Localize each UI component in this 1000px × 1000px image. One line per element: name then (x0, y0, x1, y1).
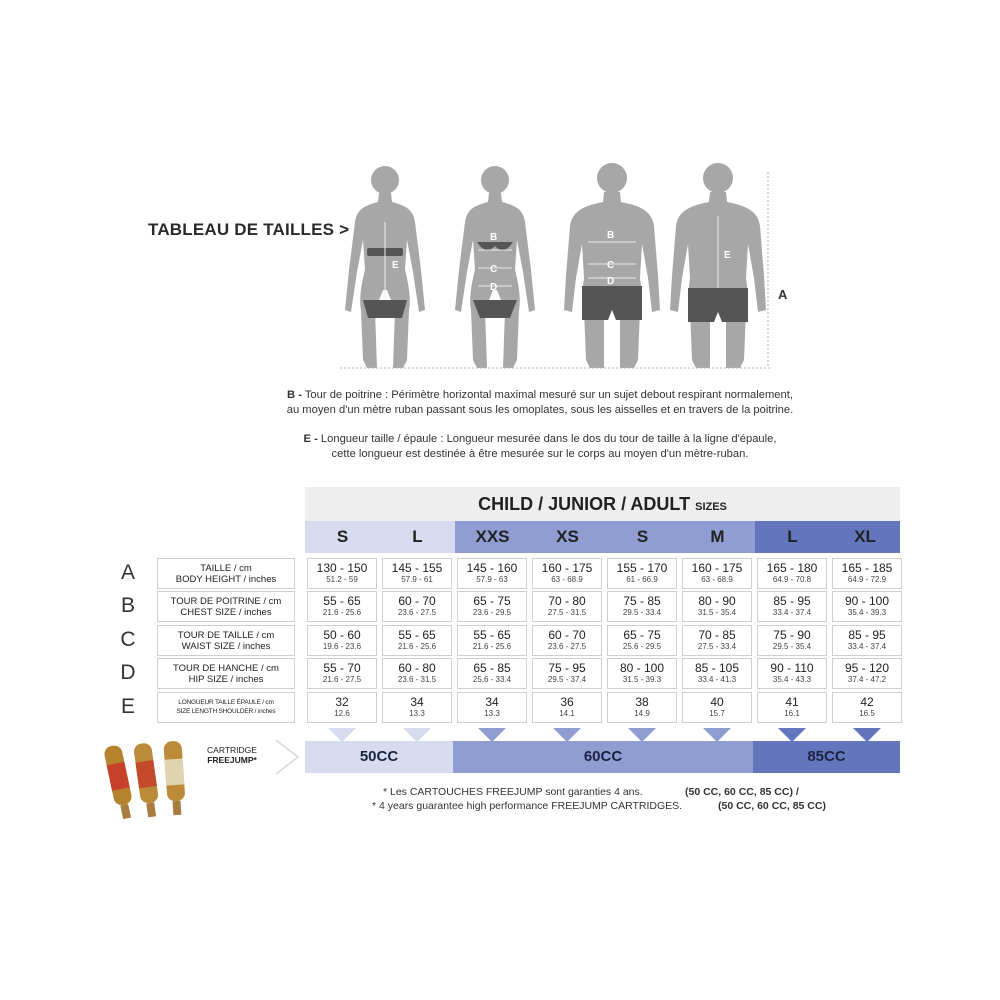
cartridge-band-60cc: 60CC (453, 741, 753, 773)
cell-inch-value: 31.5 - 39.3 (622, 675, 662, 684)
cell-inch-value: 64.9 - 72.9 (847, 575, 887, 584)
cartridge-label-line1: CARTRIDGE (207, 745, 257, 755)
cell-cm-value: 50 - 60 (323, 628, 361, 642)
cartridge-band-85cc: 85CC (753, 741, 900, 773)
cell-inch-value: 33.4 - 41.3 (697, 675, 737, 684)
height-measure-letter: A (778, 287, 788, 302)
cell-cm-value: 65 - 75 (623, 628, 661, 642)
table-cell (457, 625, 527, 656)
definition-length-line1: Longueur taille / épaule : Longueur mesurée dans le dos du tour de taille à la ligne d'épaule, (320, 433, 777, 445)
cell-inch-value: 23.6 - 27.5 (547, 642, 587, 651)
size-header-l-1: L (380, 521, 455, 553)
cell-inch-value: 35.4 - 39.3 (847, 608, 887, 617)
footnote-fr-values (685, 785, 799, 799)
table-cell (832, 625, 902, 656)
body-measurement-illustration (320, 160, 800, 380)
row-letter-c: C (120, 628, 136, 651)
table-cell (532, 558, 602, 589)
cell-inch-value: 15.7 (709, 709, 725, 718)
table-cell (307, 692, 377, 723)
table-cell (607, 692, 677, 723)
table-cell (382, 558, 452, 589)
cell-inch-value: 23.6 - 29.5 (472, 608, 512, 617)
row-label-line: BODY HEIGHT / inches (175, 573, 277, 585)
cell-inch-value: 25.6 - 29.5 (622, 642, 662, 651)
size-table-header (305, 487, 900, 521)
svg-text:C: C (607, 260, 615, 271)
down-arrow-icon (703, 728, 731, 742)
cell-inch-value: 12.6 (334, 709, 350, 718)
cell-inch-value: 63 - 68.9 (701, 575, 733, 584)
table-cell (607, 591, 677, 622)
cell-cm-value: 55 - 65 (398, 628, 436, 642)
figure-letter-b: B (490, 232, 498, 243)
cell-inch-value: 27.5 - 31.5 (547, 608, 587, 617)
cell-cm-value: 36 (560, 695, 574, 709)
figure-letter-e: E (392, 260, 399, 271)
cell-cm-value: 145 - 155 (391, 561, 443, 575)
cell-cm-value: 65 - 75 (473, 594, 511, 608)
chevron-right-icon (272, 738, 302, 776)
cell-inch-value: 37.4 - 47.2 (847, 675, 887, 684)
footnote-en-values (718, 799, 826, 813)
cell-inch-value: 31.5 - 35.4 (697, 608, 737, 617)
table-cell (457, 591, 527, 622)
cell-cm-value: 32 (335, 695, 349, 709)
figure-letter-d: D (490, 282, 498, 293)
table-cell (532, 591, 602, 622)
table-cell (832, 692, 902, 723)
cell-cm-value: 160 - 175 (541, 561, 593, 575)
page-title: TABLEAU DE TAILLES > (148, 220, 350, 239)
cell-cm-value: 60 - 70 (548, 628, 586, 642)
cell-inch-value: 57.9 - 63 (476, 575, 508, 584)
definition-length-letter: E - (303, 433, 318, 445)
table-cell (832, 658, 902, 689)
row-letter-d: D (120, 661, 136, 684)
cell-inch-value: 57.9 - 61 (401, 575, 433, 584)
row-label-line: TOUR DE POITRINE / cm (170, 595, 282, 607)
row-label-line: TOUR DE HANCHE / cm (173, 662, 279, 674)
down-arrow-icon (778, 728, 806, 742)
cell-inch-value: 16.5 (859, 709, 875, 718)
cartridge-label-line2: FREEJUMP* (207, 755, 257, 765)
table-cell (307, 625, 377, 656)
down-arrow-icon (553, 728, 581, 742)
cell-inch-value: 29.5 - 33.4 (622, 608, 662, 617)
table-cell (607, 625, 677, 656)
cell-inch-value: 61 - 66.9 (626, 575, 658, 584)
footnote-en-bold: (50 CC, 60 CC, 85 CC) (718, 800, 826, 812)
cell-cm-value: 165 - 185 (841, 561, 893, 575)
cell-cm-value: 145 - 160 (466, 561, 518, 575)
cell-inch-value: 19.6 - 23.6 (322, 642, 362, 651)
cell-cm-value: 75 - 90 (773, 628, 811, 642)
cartridge-band-50cc: 50CC (305, 741, 453, 773)
table-cell (457, 558, 527, 589)
size-header-xl-7: XL (830, 521, 900, 553)
row-label-c (157, 625, 295, 656)
cell-inch-value: 64.9 - 70.8 (772, 575, 812, 584)
cell-inch-value: 23.6 - 27.5 (397, 608, 437, 617)
footnote-fr-text: * Les CARTOUCHES FREEJUMP sont garanties 4 ans. (383, 786, 643, 798)
cartridge-label (192, 745, 272, 765)
row-label-d (157, 658, 295, 689)
cell-inch-value: 23.6 - 31.5 (397, 675, 437, 684)
cell-cm-value: 130 - 150 (316, 561, 368, 575)
cell-cm-value: 95 - 120 (844, 661, 890, 675)
cell-inch-value: 13.3 (409, 709, 425, 718)
cell-inch-value: 21.6 - 25.6 (472, 642, 512, 651)
cell-cm-value: 34 (410, 695, 424, 709)
cell-cm-value: 85 - 105 (694, 661, 740, 675)
cell-inch-value: 27.5 - 33.4 (697, 642, 737, 651)
cell-cm-value: 160 - 175 (691, 561, 743, 575)
cell-inch-value: 21.6 - 27.5 (322, 675, 362, 684)
row-label-line: HIP SIZE / inches (188, 673, 264, 685)
cell-inch-value: 21.6 - 25.6 (322, 608, 362, 617)
table-cell (607, 558, 677, 589)
size-header-xs-3: XS (530, 521, 605, 553)
cell-cm-value: 85 - 95 (773, 594, 811, 608)
cell-cm-value: 80 - 100 (619, 661, 665, 675)
footnote-en-text: * 4 years guarantee high performance FREEJUMP CARTRIDGES. (372, 800, 683, 812)
row-label-a (157, 558, 295, 589)
size-table-title-suffix: SIZES (695, 501, 727, 513)
cell-cm-value: 38 (635, 695, 649, 709)
size-header-m-5: M (680, 521, 755, 553)
svg-text:D: D (607, 276, 615, 287)
table-cell (757, 625, 827, 656)
down-arrow-icon (853, 728, 881, 742)
cell-cm-value: 42 (860, 695, 874, 709)
table-cell (682, 692, 752, 723)
table-cell (682, 591, 752, 622)
table-cell (382, 692, 452, 723)
table-cell (607, 658, 677, 689)
cell-cm-value: 80 - 90 (698, 594, 736, 608)
cell-cm-value: 70 - 85 (698, 628, 736, 642)
cell-cm-value: 65 - 85 (473, 661, 511, 675)
down-arrow-icon (403, 728, 431, 742)
cell-cm-value: 155 - 170 (616, 561, 668, 575)
size-table-title: CHILD / JUNIOR / ADULT (478, 494, 691, 514)
table-cell (682, 625, 752, 656)
table-cell (532, 658, 602, 689)
table-cell (457, 692, 527, 723)
definition-chest (240, 388, 840, 418)
cell-inch-value: 33.4 - 37.4 (772, 608, 812, 617)
cell-cm-value: 55 - 70 (323, 661, 361, 675)
definition-length-line2: cette longueur est destinée à être mesurée sur le corps au moyen d'un mètre-ruban. (331, 448, 749, 460)
cell-inch-value: 35.4 - 43.3 (772, 675, 812, 684)
footnote-en (372, 799, 682, 813)
cell-cm-value: 90 - 100 (844, 594, 890, 608)
cell-inch-value: 63 - 68.9 (551, 575, 583, 584)
figure-letter-c: C (490, 264, 498, 275)
table-cell (832, 558, 902, 589)
table-cell (832, 591, 902, 622)
size-header-l-6: L (755, 521, 830, 553)
table-cell (307, 558, 377, 589)
cell-inch-value: 13.3 (484, 709, 500, 718)
cell-cm-value: 90 - 110 (770, 661, 814, 675)
table-cell (757, 692, 827, 723)
table-cell (382, 591, 452, 622)
cell-inch-value: 14.9 (634, 709, 650, 718)
row-label-line: WAIST SIZE / inches (181, 640, 271, 652)
cell-inch-value: 25.6 - 33.4 (472, 675, 512, 684)
cell-inch-value: 21.6 - 25.6 (397, 642, 437, 651)
cell-inch-value: 14.1 (559, 709, 575, 718)
row-label-line: SIZE LENGTH SHOULDER / inches (176, 707, 276, 715)
cell-cm-value: 60 - 80 (398, 661, 436, 675)
table-cell (532, 625, 602, 656)
row-letter-a: A (120, 561, 135, 584)
svg-text:B: B (607, 230, 615, 241)
row-label-line: CHEST SIZE / inches (180, 606, 272, 618)
definition-length (240, 432, 840, 462)
cell-inch-value: 51.2 - 59 (326, 575, 358, 584)
table-cell (532, 692, 602, 723)
table-cell (682, 558, 752, 589)
table-cell (382, 658, 452, 689)
table-cell (757, 558, 827, 589)
cell-cm-value: 75 - 85 (623, 594, 661, 608)
table-cell (757, 591, 827, 622)
cell-cm-value: 75 - 95 (548, 661, 586, 675)
cell-inch-value: 16.1 (784, 709, 800, 718)
cell-cm-value: 85 - 95 (848, 628, 886, 642)
size-header-s-4: S (605, 521, 680, 553)
table-cell (757, 658, 827, 689)
cell-inch-value: 33.4 - 37.4 (847, 642, 887, 651)
table-cell (457, 658, 527, 689)
row-letter-e: E (120, 695, 135, 718)
row-label-line: TOUR DE TAILLE / cm (177, 629, 275, 641)
table-cell (682, 658, 752, 689)
down-arrow-icon (628, 728, 656, 742)
definition-chest-line2: au moyen d'un mètre ruban passant sous les omoplates, sous les aisselles et en travers de la poitrine. (286, 404, 794, 416)
cartridges-photo (100, 735, 195, 825)
definition-chest-line1: Tour de poitrine : Périmètre horizontal maximal mesuré sur un sujet debout respirant normalement, (304, 389, 793, 401)
cell-inch-value: 29.5 - 35.4 (772, 642, 812, 651)
definition-chest-letter: B - (287, 389, 302, 401)
footnote-fr (383, 785, 643, 799)
table-cell (382, 625, 452, 656)
cell-cm-value: 41 (785, 695, 799, 709)
cell-cm-value: 55 - 65 (323, 594, 361, 608)
svg-text:E: E (724, 250, 731, 261)
table-cell (307, 658, 377, 689)
row-label-line: TAILLE / cm (200, 562, 252, 574)
down-arrow-icon (478, 728, 506, 742)
cell-cm-value: 165 - 180 (766, 561, 818, 575)
footnote-fr-bold: (50 CC, 60 CC, 85 CC) / (685, 786, 799, 798)
down-arrow-icon (328, 728, 356, 742)
row-label-e (157, 692, 295, 723)
row-letter-b: B (120, 594, 135, 617)
cell-cm-value: 40 (710, 695, 724, 709)
table-cell (307, 591, 377, 622)
size-header-s-0: S (305, 521, 380, 553)
cell-cm-value: 55 - 65 (473, 628, 511, 642)
cell-cm-value: 60 - 70 (398, 594, 436, 608)
cell-inch-value: 29.5 - 37.4 (547, 675, 587, 684)
size-header-xxs-2: XXS (455, 521, 530, 553)
cell-cm-value: 34 (485, 695, 499, 709)
cell-cm-value: 70 - 80 (548, 594, 586, 608)
row-label-b (157, 591, 295, 622)
row-label-line: LONGUEUR TAILLE ÉPAULE / cm (178, 699, 274, 706)
